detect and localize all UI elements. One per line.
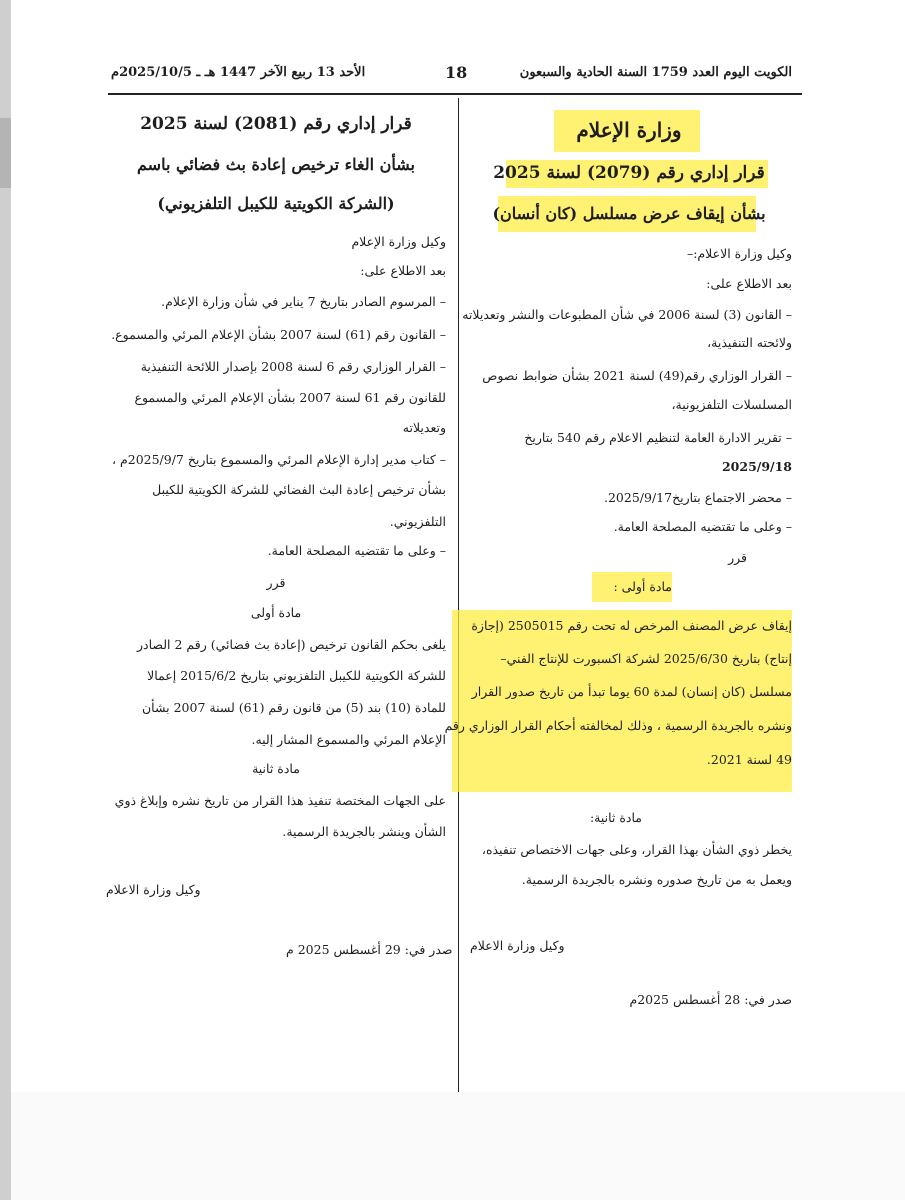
article2-line: ويعمل به من تاريخ صدوره ونشره بالجريدة الرسمية.: [521, 872, 792, 887]
review-item-line: ولائحته التنفيذية،: [707, 335, 792, 350]
article1-line: 49 لسنة 2021.: [706, 752, 792, 767]
review-item-line: – القانون (3) لسنة 2006 في شأن المطبوعات والنشر وتعديلاته: [462, 307, 792, 322]
review-item-line: 2025/9/18: [721, 459, 792, 474]
review-item-line: – القرار الوزاري رقم 6 لسنة 2008 بإصدار اللائحة التنفيذية: [140, 359, 446, 374]
review-item-line: بشأن ترخيص إعادة البث الفضائي للشركة الكويتية للكيبل: [152, 482, 446, 497]
after-review: بعد الاطلاع على:: [360, 263, 446, 278]
article1-line: ونشره بالجريدة الرسمية ، وذلك لمخالفته أحكام القرار الوزاري رقم: [444, 718, 792, 733]
review-item-line: – وعلى ما تقتضيه المصلحة العامة.: [267, 543, 446, 558]
review-item-line: – محضر الاجتماع بتاريخ2025/9/17.: [604, 490, 792, 505]
review-item-line: التلفزيوني.: [389, 514, 446, 529]
decision-title: قرار إداري رقم (2081) لسنة 2025: [140, 114, 412, 134]
article2-line: يخطر ذوي الشأن بهذا القرار، وعلى جهات الاختصاص تنفيذه،: [481, 842, 792, 857]
issued-date: صدر في: 29 أغسطس 2025 م: [286, 942, 453, 957]
article1-line: للمادة (10) بند (5) من قانون رقم (61) لسنة 2007 بشأن: [142, 700, 446, 715]
decision-subtitle: بشأن الغاء ترخيص إعادة بث فضائي باسم: [137, 155, 415, 174]
article1-heading: مادة أولى :: [613, 579, 672, 594]
review-item-line: – القرار الوزاري رقم(49) لسنة 2021 بشأن ضوابط نصوص: [482, 368, 792, 383]
review-item-line: – المرسوم الصادر بتاريخ 7 يناير في شأن وزارة الإعلام.: [161, 294, 446, 309]
article1-line: إيقاف عرض المصنف المرخص له تحت رقم 2505015 (إجازة: [471, 618, 792, 633]
review-item-line: – تقرير الادارة العامة لتنظيم الاعلام رقم 540 بتاريخ: [524, 430, 792, 445]
right-column: [444, 98, 792, 1092]
header-issue-info: الكويت اليوم العدد 1759 السنة الحادية والسبعون: [519, 65, 792, 80]
decided-label: قرر: [266, 575, 286, 590]
review-item-line: – كتاب مدير إدارة الإعلام المرئي والمسموع بتاريخ 2025/9/7م ،: [112, 452, 446, 467]
review-item-line: المسلسلات التلفزيونية،: [671, 397, 792, 412]
review-item-line: للقانون رقم 61 لسنة 2007 بشأن الإعلام المرئي والمسموع: [134, 390, 446, 405]
decided-label: قرر: [728, 550, 747, 565]
issued-date: صدر في: 28 أغسطس 2025م: [629, 992, 792, 1007]
column-divider: [458, 98, 459, 1092]
article2-line: الشأن وينشر بالجريدة الرسمية.: [282, 824, 446, 839]
decision-title: قرار إداري رقم (2079) لسنة 2025: [493, 163, 765, 183]
page-bottom-margin: [11, 1092, 905, 1200]
header-rule: [108, 93, 802, 95]
decision-subtitle-company: (الشركة الكويتية للكيبل التلفزيوني): [157, 194, 395, 213]
article1-line: الإعلام المرئي والمسموع المشار إليه.: [251, 732, 446, 747]
review-item-line: – القانون رقم (61) لسنة 2007 بشأن الإعلام المرئي والمسموع.: [111, 327, 446, 342]
ministry-name: وزارة الإعلام: [576, 118, 682, 142]
gazette-page: [100, 52, 804, 1092]
article2-line: على الجهات المختصة تنفيذ هذا القرار من تاريخ نشره وإبلاغ ذوي: [114, 793, 446, 808]
article1-line: للشركة الكويتية للكيبل التلفزيوني بتاريخ 2015/6/2 إعمالا: [147, 668, 446, 683]
header-date: الأحد 13 ربيع الآخر 1447 هـ ـ 2025/10/5م: [111, 65, 366, 80]
decision-subtitle: بشأن إيقاف عرض مسلسل (كان أنسان): [492, 204, 766, 223]
left-column: [106, 98, 453, 1092]
page-number: 18: [445, 63, 468, 82]
review-item-line: – وعلى ما تقتضيه المصلحة العامة.: [613, 519, 792, 534]
article1-line: يلغى بحكم القانون ترخيص (إعادة بث فضائي) رقم 2 الصادر: [136, 637, 446, 652]
article2-heading: مادة ثانية:: [589, 810, 642, 825]
preamble: وكيل وزارة الإعلام: [351, 234, 446, 249]
after-review: بعد الاطلاع على:: [706, 276, 792, 291]
article1-line: إنتاج) بتاريخ 2025/6/30 لشركة اكسبورت للإنتاج الفني–: [500, 651, 792, 666]
viewer-left-edge-notch: [0, 118, 11, 188]
article1-line: مسلسل (كان إنسان) لمدة 60 يوما تبدأ من تاريخ صدور القرار: [471, 684, 792, 699]
article2-heading: مادة ثانية: [252, 761, 300, 776]
article1-heading: مادة أولى: [250, 605, 302, 620]
signature: وكيل وزارة الاعلام: [106, 882, 201, 897]
review-item-line: وتعديلاته: [402, 420, 446, 435]
signature: وكيل وزارة الاعلام: [470, 938, 565, 953]
preamble: وكيل وزارة الاعلام:–: [686, 246, 792, 261]
